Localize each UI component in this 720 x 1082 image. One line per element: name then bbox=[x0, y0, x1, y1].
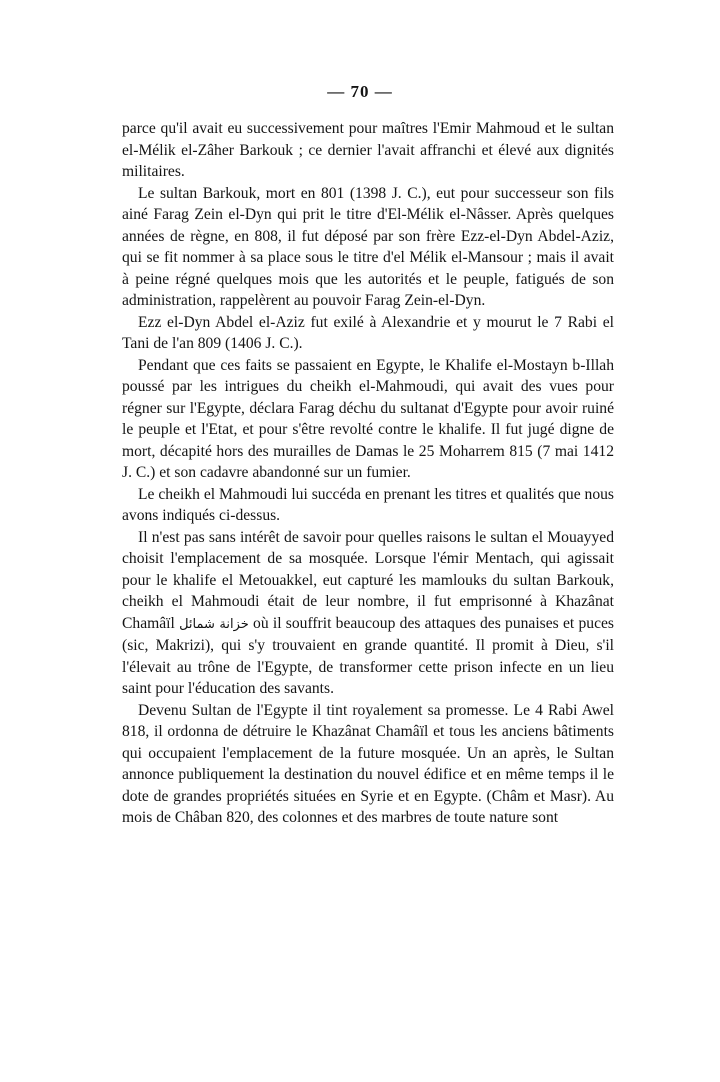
paragraph-1: parce qu'il avait eu successivement pour maîtres l'Emir Mahmoud et le sultan el-Mélik el-Zâher Barkouk ; ce dernier l'avait affranchi et élevé aux dignités militaires. bbox=[122, 120, 614, 180]
body-text bbox=[122, 118, 614, 829]
paragraph-3: Ezz el-Dyn Abdel el-Aziz fut exilé à Alexandrie et y mourut le 7 Rabi el Tani de l'an 809 (1406 J. C.). bbox=[122, 313, 614, 352]
page-number: — 70 — bbox=[327, 82, 393, 101]
paragraph-5: Le cheikh el Mahmoudi lui succéda en prenant les titres et qualités que nous avons indiqués ci-dessus. bbox=[122, 485, 614, 524]
paragraph-6-text-before: Il n'est pas sans intérêt de savoir pour quelles raisons le sultan el Mouayyed choisit l'emplacement de sa mosquée. Lorsque l'émir Mentach, qui agissait pour le khalife el Metouakkel, eut capturé les mamlouks du sultan Barkouk, cheikh el Mahmoudi était de leur nombre, il fut emprisonné à Khazânat Chamâïl bbox=[122, 528, 614, 632]
paragraph-6-text-after: où il souffrit beaucoup des attaques des punaises et puces (sic, Makrizi), qui s'y trouvaient en grande quantité. Il promit à Dieu, s'il l'élevait au trône de l'Egypte, de transformer cette prison infecte en un lieu saint pour l'éducation des savants. bbox=[122, 614, 614, 697]
paragraph-4: Pendant que ces faits se passaient en Egypte, le Khalife el-Mostayn b-Illah poussé par les intrigues du cheikh el-Mahmoudi, qui avait des vues pour régner sur l'Egypte, déclara Farag déchu du sultanat d'Egypte pour avoir ruiné le peuple et l'Etat, et pour s'être revolté contre le khalife. Il fut jugé digne de mort, décapité hors des murailles de Damas le 25 Moharrem 815 (7 mai 1412 J. C.) et son cadavre abandonné sur un fumier. bbox=[122, 356, 614, 481]
paragraph-6 bbox=[122, 527, 614, 700]
arabic-inscription: خزانة شمائل bbox=[179, 616, 249, 632]
paragraph-2: Le sultan Barkouk, mort en 801 (1398 J. C.), eut pour successeur son fils ainé Farag Zein el-Dyn qui prit le titre d'El-Mélik el-Nâsser. Après quelques années de règne, en 808, il fut déposé par son frère Ezz-el-Dyn Abdel-Aziz, qui se fit nommer à sa place sous le titre d'el Mélik el-Mansour ; mais il avait à peine régné quelques mois que les autorités et le peuple, fatigués de son administration, rappelèrent au pouvoir Farag Zein-el-Dyn. bbox=[122, 184, 614, 309]
paragraph-7: Devenu Sultan de l'Egypte il tint royalement sa promesse. Le 4 Rabi Awel 818, il ordonna de détruire le Khazânat Chamâïl et tous les anciens bâtiments qui occupaient l'emplacement de la future mosquée. Un an après, le Sultan annonce publiquement la destination du nouvel édifice et en même temps il le dote de grandes propriétés situées en Syrie et en Egypte. (Châm et Masr). Au mois de Châban 820, des colonnes et des marbres de toute nature sont bbox=[122, 701, 614, 826]
